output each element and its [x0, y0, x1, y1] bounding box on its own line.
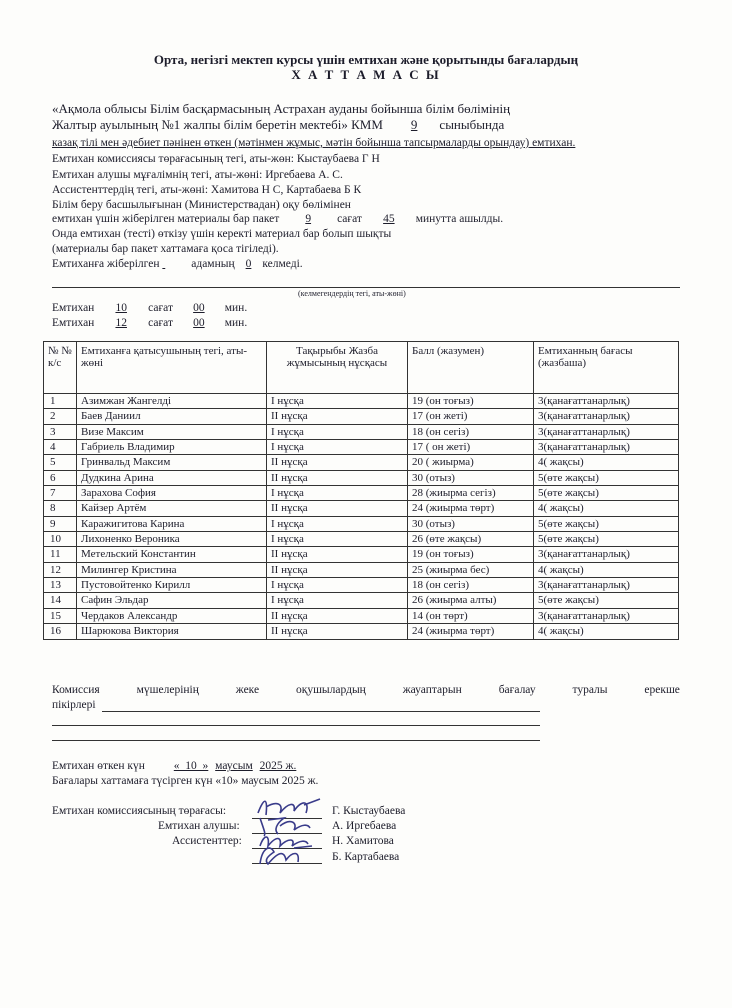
- score-cell: 24 (жиырма төрт): [408, 624, 534, 639]
- score-cell: 28 (жиырма сегіз): [408, 486, 534, 501]
- assistants-line: Ассистенттердің тегі, аты-жөні: Хамитова Н С, Картабаева Б К: [52, 184, 362, 196]
- end-minute-word: мин.: [224, 317, 248, 329]
- opinion-word: бағалау: [498, 684, 536, 696]
- student-name-cell: Габриель Владимир: [77, 440, 267, 455]
- table-header-row: [44, 342, 679, 394]
- variant-cell: II нұсқа: [267, 608, 408, 623]
- variant-cell: II нұсқа: [267, 409, 408, 424]
- header-student: Емтиханға қатысушының тегі, аты-жөні: [77, 342, 267, 394]
- row-number-cell: 7: [44, 486, 77, 501]
- results-table: [43, 341, 679, 640]
- grade-cell: 5(өте жақсы): [534, 593, 679, 608]
- score-cell: 24 (жиырма төрт): [408, 501, 534, 516]
- school-name: Жалтыр ауылының №1 жалпы білім беретін мектебі» КММ: [52, 117, 383, 132]
- grade-cell: 5(өте жақсы): [534, 486, 679, 501]
- row-number-cell: 3: [44, 424, 77, 439]
- student-name-cell: Азимжан Жангелді: [77, 394, 267, 409]
- variant-cell: I нұсқа: [267, 440, 408, 455]
- row-number-cell: 16: [44, 624, 77, 639]
- student-name-cell: Пустовойтенко Кирилл: [77, 578, 267, 593]
- grade-cell: 3(қанағаттанарлық): [534, 424, 679, 439]
- score-cell: 26 (өте жақсы): [408, 532, 534, 547]
- assistant1-name: Н. Хамитова: [332, 835, 394, 847]
- open-hour: 9: [305, 213, 312, 225]
- table-row: [44, 409, 679, 424]
- student-name-cell: Кайзер Артём: [77, 501, 267, 516]
- variant-cell: I нұсқа: [267, 516, 408, 531]
- opinion-word: мүшелерінің: [136, 684, 199, 696]
- opinion-word: ерекше: [644, 684, 680, 696]
- table-row: [44, 455, 679, 470]
- end-hour-word: сағат: [148, 317, 173, 329]
- start-minute-word: мин.: [224, 302, 248, 314]
- start-label: Емтихан: [52, 302, 95, 314]
- row-number-cell: 14: [44, 593, 77, 608]
- student-name-cell: Метельский Константин: [77, 547, 267, 562]
- row-number-cell: 10: [44, 532, 77, 547]
- table-row: [44, 593, 679, 608]
- grade-cell: 4( жақсы): [534, 501, 679, 516]
- header-grade: Емтиханның бағасы (жазбаша): [534, 342, 679, 394]
- opinion-blank-line: [52, 740, 540, 741]
- table-row: [44, 424, 679, 439]
- score-cell: 18 (он сегіз): [408, 424, 534, 439]
- assistants-signature-label: Ассистенттер:: [172, 835, 242, 847]
- examiner-name: А. Иргебаева: [332, 820, 397, 832]
- exam-date-year: 2025 ж.: [259, 760, 297, 772]
- grade-cell: 4( жақсы): [534, 562, 679, 577]
- opinion-word: Комиссия: [52, 684, 100, 696]
- hour-word: сағат: [337, 213, 362, 225]
- row-number-cell: 8: [44, 501, 77, 516]
- exam-end-time: [52, 317, 247, 329]
- student-name-cell: Зарахова София: [77, 486, 267, 501]
- subject-line: казақ тілі мен әдебиет пәнінен өткен (мәтінмен жұмыс, мәтін бойынша тапсырмаларды орындау) емтихан.: [52, 137, 576, 149]
- table-row: [44, 470, 679, 485]
- start-minute: 00: [193, 302, 205, 314]
- sent-line: [52, 258, 303, 270]
- package-text: емтихан үшін жіберілген материалы бар пакет: [52, 213, 280, 225]
- exam-date-label: Емтихан өткен күн: [52, 760, 145, 772]
- table-row: [44, 624, 679, 639]
- chair-name: Г. Кыстаубаева: [332, 805, 406, 817]
- opinions-line-1: [52, 684, 680, 696]
- row-number-cell: 6: [44, 470, 77, 485]
- opinion-blank-line: [102, 711, 540, 712]
- table-row: [44, 562, 679, 577]
- minute-text: минутта ашылды.: [415, 213, 504, 225]
- variant-cell: II нұсқа: [267, 501, 408, 516]
- table-row: [44, 501, 679, 516]
- grade-value: 9: [410, 117, 418, 132]
- examiner-signature-label: Емтихан алушы:: [158, 820, 240, 832]
- score-cell: 30 (отыз): [408, 516, 534, 531]
- score-cell: 17 (он жеті): [408, 409, 534, 424]
- variant-cell: II нұсқа: [267, 562, 408, 577]
- end-hour: 12: [115, 317, 127, 329]
- teacher-line: Емтихан алушы мұғалімнің тегі, аты-жөні: Иргебаева А. С.: [52, 169, 343, 181]
- student-name-cell: Визе Максим: [77, 424, 267, 439]
- table-row: [44, 547, 679, 562]
- opinion-word: жеке: [235, 684, 260, 696]
- row-number-cell: 5: [44, 455, 77, 470]
- score-cell: 17 ( он жеті): [408, 440, 534, 455]
- row-number-cell: 1: [44, 394, 77, 409]
- intro-line-1: «Ақмола облысы Білім басқармасының Астрахан ауданы бойынша білім бөлімінің: [52, 101, 511, 116]
- row-number-cell: 15: [44, 608, 77, 623]
- end-minute: 00: [193, 317, 205, 329]
- student-name-cell: Каражигитова Карина: [77, 516, 267, 531]
- exam-date-month: маусым: [215, 760, 253, 772]
- table-row: [44, 486, 679, 501]
- sent-label: Емтиханға жіберілген: [52, 258, 160, 270]
- score-cell: 18 (он сегіз): [408, 578, 534, 593]
- student-name-cell: Гринвальд Максим: [77, 455, 267, 470]
- score-cell: 14 (он төрт): [408, 608, 534, 623]
- variant-cell: II нұсқа: [267, 455, 408, 470]
- variant-cell: I нұсқа: [267, 578, 408, 593]
- table-row: [44, 578, 679, 593]
- table-row: [44, 440, 679, 455]
- student-name-cell: Баев Даниил: [77, 409, 267, 424]
- table-row: [44, 516, 679, 531]
- document-subtitle: Х А Т Т А М А С Ы: [291, 67, 441, 82]
- sent-count-blank: [162, 258, 188, 270]
- grade-cell: 4( жақсы): [534, 624, 679, 639]
- variant-cell: I нұсқа: [267, 394, 408, 409]
- absent-count: 0: [245, 258, 252, 270]
- entered-date-line: Бағалары хаттамаға түсірген күн «10» маусым 2025 ж.: [52, 775, 319, 787]
- score-cell: 25 (жиырма бес): [408, 562, 534, 577]
- test-line-2: (материалы бар пакет хаттамаға қоса тігіледі).: [52, 243, 279, 255]
- score-cell: 26 (жиырма алты): [408, 593, 534, 608]
- score-cell: 30 (отыз): [408, 470, 534, 485]
- score-cell: 19 (он тоғыз): [408, 547, 534, 562]
- variant-cell: I нұсқа: [267, 486, 408, 501]
- variant-cell: II нұсқа: [267, 547, 408, 562]
- header-score: Балл (жазумен): [408, 342, 534, 394]
- row-number-cell: 9: [44, 516, 77, 531]
- assistant2-name: Б. Картабаева: [332, 851, 400, 863]
- grade-cell: 4( жақсы): [534, 455, 679, 470]
- opinion-blank-line: [52, 725, 540, 726]
- variant-cell: I нұсқа: [267, 532, 408, 547]
- absent-caption: (келмегендердің тегі, аты-жөні): [298, 289, 406, 298]
- grade-cell: 5(өте жақсы): [534, 470, 679, 485]
- row-number-cell: 4: [44, 440, 77, 455]
- variant-cell: I нұсқа: [267, 424, 408, 439]
- ministry-line-1: Білім беру басшылығынан (Министерствадан) оқу бөлімінен: [52, 199, 351, 211]
- header-number: № № к/с: [44, 342, 77, 394]
- grade-cell: 5(өте жақсы): [534, 516, 679, 531]
- student-name-cell: Лихоненко Вероника: [77, 532, 267, 547]
- grade-cell: 3(қанағаттанарлық): [534, 578, 679, 593]
- document-title: Орта, негізгі мектеп курсы үшін емтихан және қорытынды бағалардың: [153, 52, 579, 67]
- grade-suffix: сыныбында: [439, 117, 505, 132]
- student-name-cell: Сафин Эльдар: [77, 593, 267, 608]
- row-number-cell: 12: [44, 562, 77, 577]
- row-number-cell: 11: [44, 547, 77, 562]
- end-label: Емтихан: [52, 317, 95, 329]
- grade-cell: 3(қанағаттанарлық): [534, 409, 679, 424]
- header-variant: Тақырыбы Жазба жұмысының нұсқасы: [267, 342, 408, 394]
- absent-names-line: [52, 287, 680, 288]
- sent-people: адамның: [191, 258, 235, 270]
- opinion-word: оқушылардың: [295, 684, 366, 696]
- start-hour: 10: [115, 302, 127, 314]
- row-number-cell: 2: [44, 409, 77, 424]
- student-name-cell: Чердаков Александр: [77, 608, 267, 623]
- exam-date-line: [52, 760, 296, 772]
- opinion-word: туралы: [572, 684, 608, 696]
- exam-date-day: «_10_»: [173, 760, 209, 772]
- intro-line-2: [52, 117, 504, 133]
- start-hour-word: сағат: [148, 302, 173, 314]
- variant-cell: II нұсқа: [267, 624, 408, 639]
- score-cell: 20 ( жиырма): [408, 455, 534, 470]
- student-name-cell: Дудкина Арина: [77, 470, 267, 485]
- chair-line: Емтихан комиссиясы төрағасының тегі, аты-жөн: Кыстаубаева Г Н: [52, 153, 380, 165]
- score-cell: 19 (он тоғыз): [408, 394, 534, 409]
- exam-start-time: [52, 302, 247, 314]
- opinion-word: жауаптарын: [402, 684, 462, 696]
- grade-cell: 3(қанағаттанарлық): [534, 608, 679, 623]
- grade-cell: 3(қанағаттанарлық): [534, 547, 679, 562]
- ministry-line-2: [52, 213, 503, 225]
- table-row: [44, 394, 679, 409]
- variant-cell: II нұсқа: [267, 470, 408, 485]
- student-name-cell: Шарюкова Виктория: [77, 624, 267, 639]
- absent-suffix: келмеді.: [262, 258, 303, 270]
- grade-cell: 3(қанағаттанарлық): [534, 394, 679, 409]
- variant-cell: I нұсқа: [267, 593, 408, 608]
- row-number-cell: 13: [44, 578, 77, 593]
- opinions-line-2: пікірлері: [52, 699, 96, 711]
- assistant2-signature-image: [254, 842, 318, 868]
- chair-signature-label: Емтихан комиссиясының төрағасы:: [52, 805, 227, 817]
- student-name-cell: Милингер Кристина: [77, 562, 267, 577]
- open-minute: 45: [383, 213, 395, 225]
- table-row: [44, 608, 679, 623]
- table-body: [44, 394, 679, 640]
- test-line-1: Онда емтихан (тесті) өткізу үшін керекті материал бар болып шықты: [52, 228, 392, 240]
- table-row: [44, 532, 679, 547]
- grade-cell: 5(өте жақсы): [534, 532, 679, 547]
- grade-cell: 3(қанағаттанарлық): [534, 440, 679, 455]
